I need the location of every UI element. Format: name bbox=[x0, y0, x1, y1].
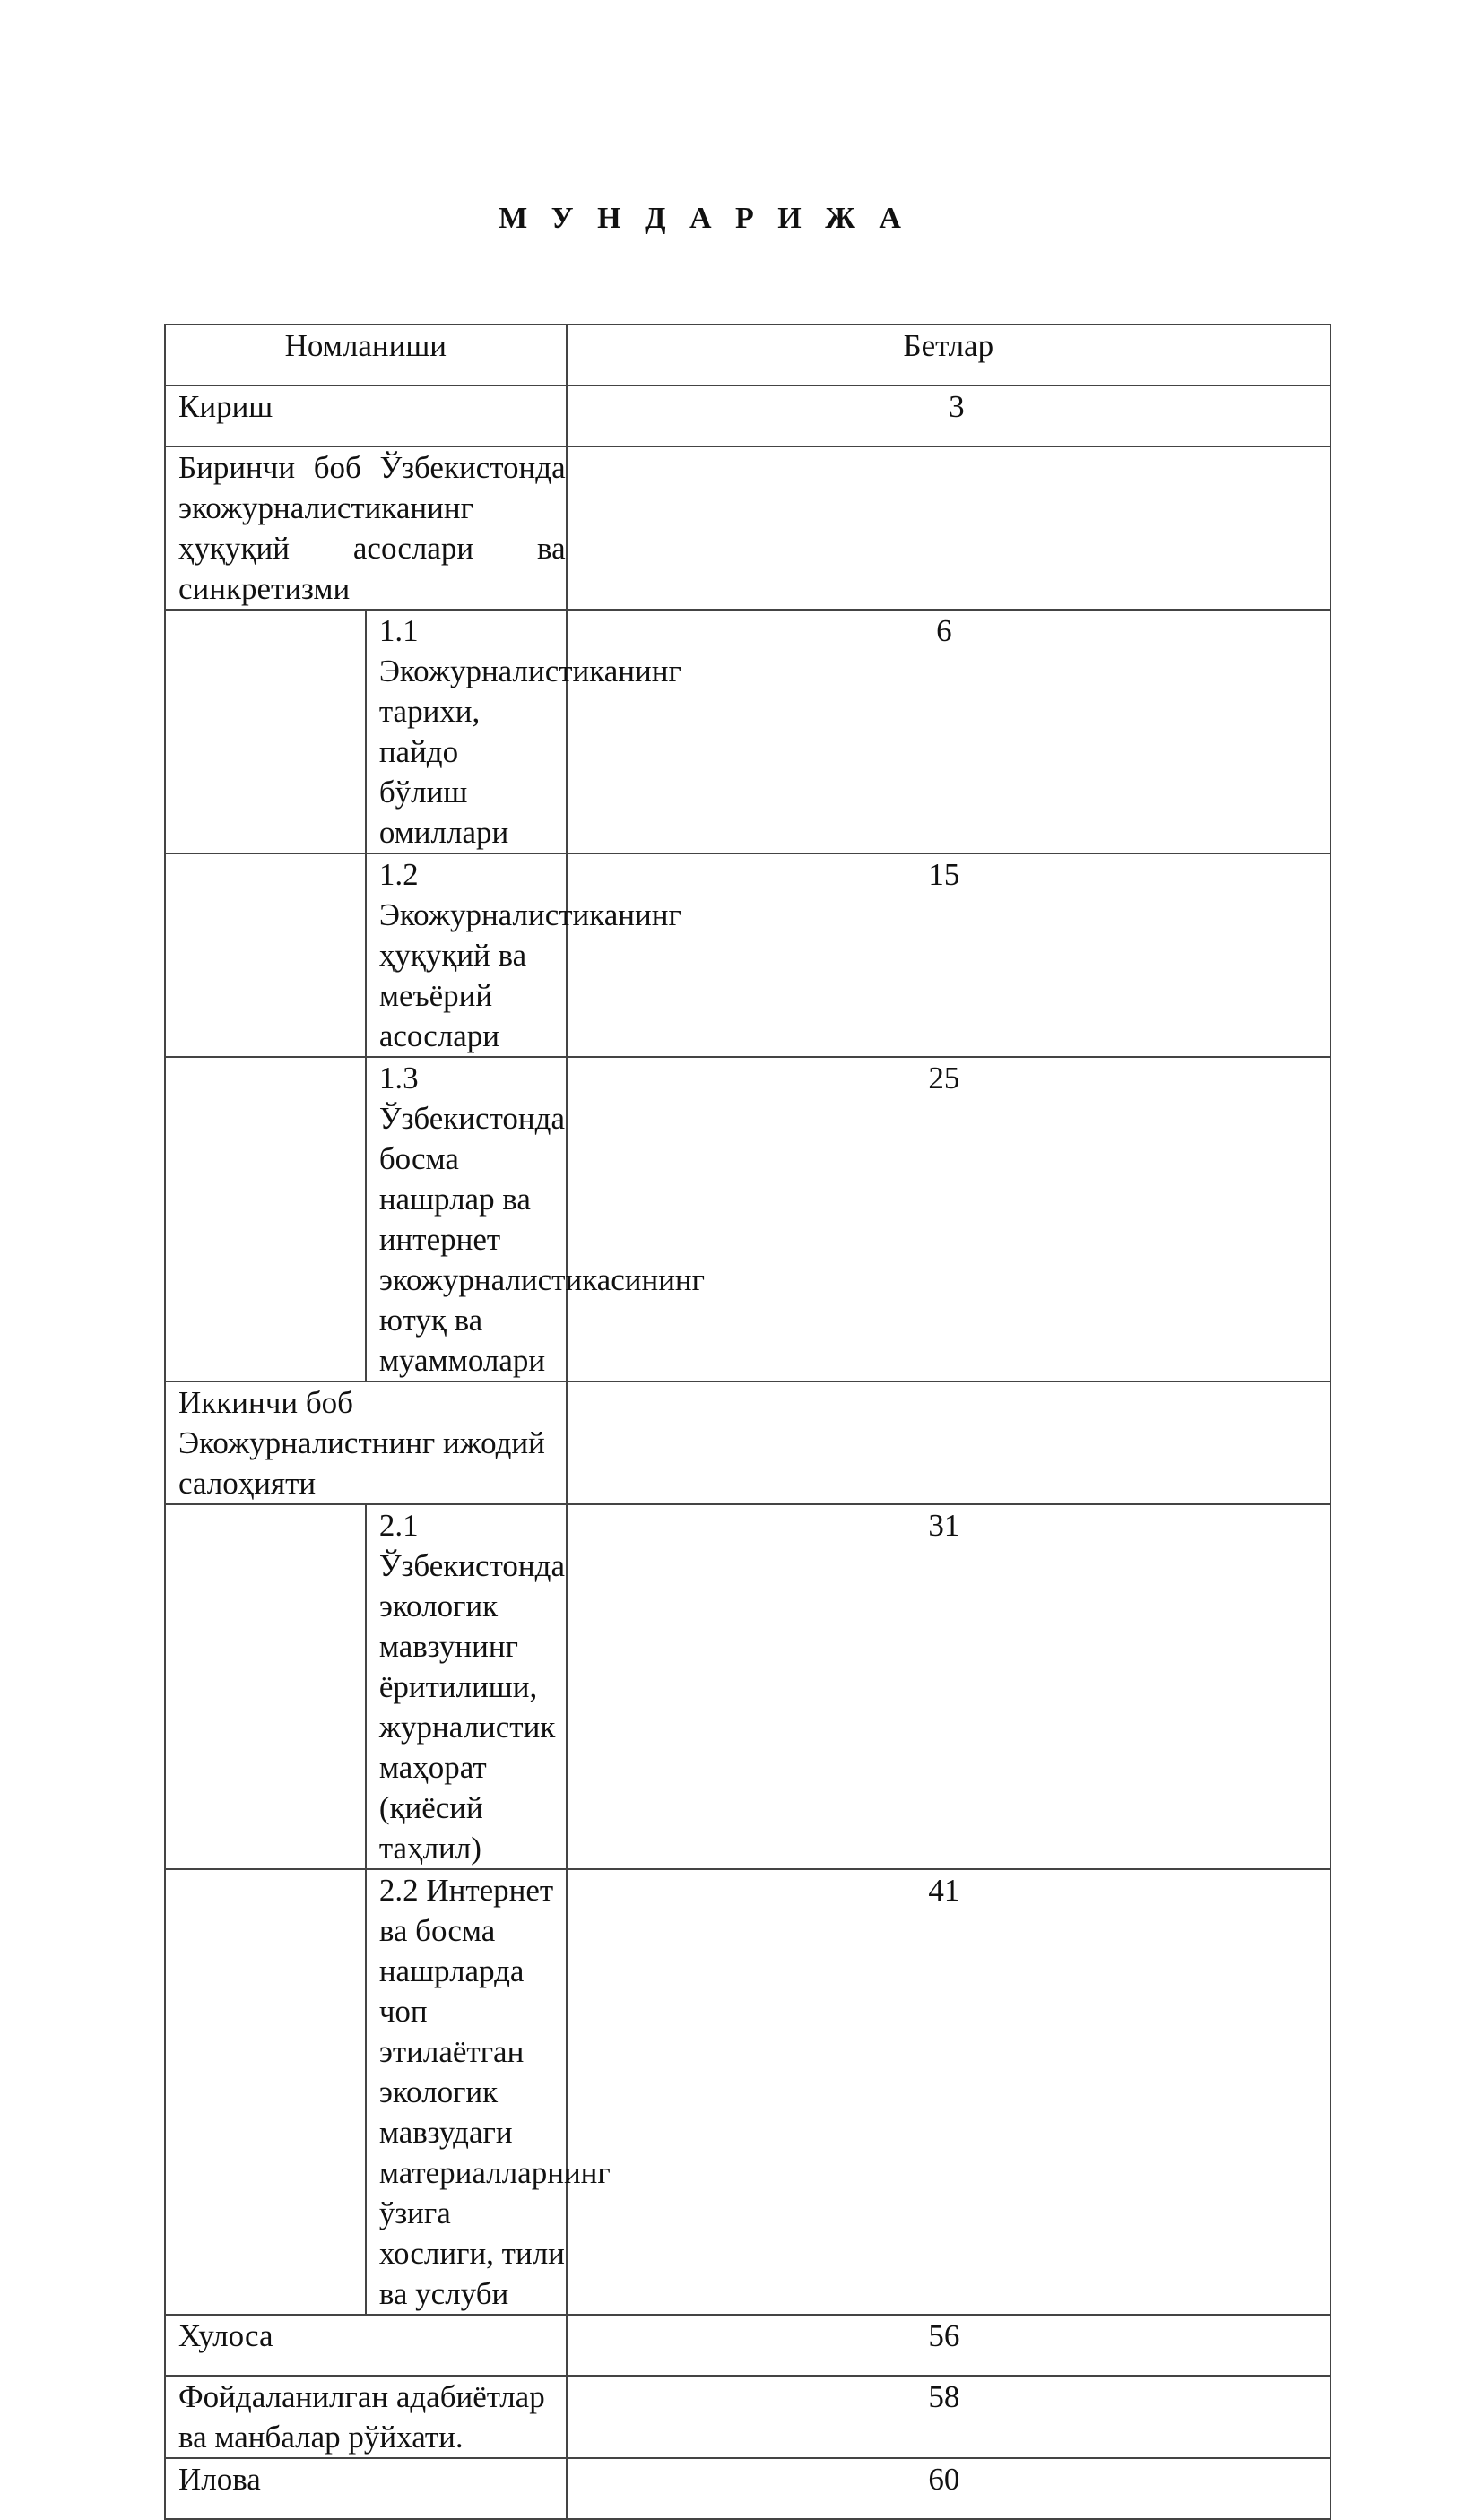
section-title-cell bbox=[366, 1869, 611, 2315]
entry-title-cell bbox=[165, 2376, 567, 2458]
entry-page: 60 bbox=[928, 2462, 960, 2497]
table-row bbox=[165, 610, 1331, 853]
entry-page-cell bbox=[567, 853, 1331, 1057]
entry-title: Илова bbox=[178, 2462, 261, 2497]
indent-cell bbox=[165, 853, 366, 1057]
section-title: 1.2 Экожурналистиканинг ҳуқуқий ва меъёрий асослари bbox=[378, 857, 681, 1053]
entry-page-cell bbox=[567, 1057, 1331, 1381]
header-pages-cell bbox=[567, 325, 1331, 385]
table-row bbox=[165, 1869, 1331, 2315]
table-row bbox=[165, 853, 1331, 1057]
entry-title-cell bbox=[165, 385, 567, 446]
entry-page-cell bbox=[567, 446, 1331, 610]
header-pages: Бетлар bbox=[903, 328, 994, 363]
table-row bbox=[165, 2458, 1331, 2519]
entry-title: Хулоса bbox=[178, 2318, 273, 2353]
entry-title: Фойдаланилган адабиётлар ва манбалар рўйхати. bbox=[178, 2379, 545, 2455]
header-name-cell bbox=[165, 325, 567, 385]
table-header-row bbox=[165, 325, 1331, 385]
section-title: 2.2 Интернет ва босма нашрларда чоп этилаётган экологик мавзудаги материалларнинг ўзига хослиги, тили ва услуби bbox=[378, 1873, 611, 2311]
entry-page-cell bbox=[567, 2458, 1331, 2519]
entry-title-cell bbox=[165, 2315, 567, 2376]
indent-cell bbox=[165, 610, 366, 853]
entry-title: Кириш bbox=[178, 389, 273, 424]
section-title-cell bbox=[366, 610, 681, 853]
entry-page-cell bbox=[567, 1504, 1331, 1869]
indent-cell bbox=[165, 1057, 366, 1381]
chapter-title: Биринчи боб Ўзбекистонда экожурналистиканинг ҳуқуқий асослари ва синкретизми bbox=[178, 450, 566, 606]
table-of-contents bbox=[164, 324, 1331, 2520]
table-row bbox=[165, 2315, 1331, 2376]
entry-page-cell bbox=[567, 2376, 1331, 2458]
entry-page: 31 bbox=[928, 1508, 960, 1543]
entry-page-cell bbox=[567, 1869, 1331, 2315]
entry-page: 6 bbox=[936, 613, 952, 648]
section-title-cell bbox=[366, 1504, 567, 1869]
entry-page-cell bbox=[567, 610, 1331, 853]
section-title: 1.3 Ўзбекистонда босма нашрлар ва интернет экожурналистикасининг ютуқ ва муаммолари bbox=[378, 1061, 706, 1378]
indent-cell bbox=[165, 1504, 366, 1869]
document-title: М У Н Д А Р И Ж А bbox=[499, 202, 909, 235]
entry-page-cell bbox=[567, 1381, 1331, 1504]
section-title: 1.1 Экожурналистиканинг тарихи, пайдо бўлиш омиллари bbox=[378, 613, 681, 850]
table-row bbox=[165, 446, 1331, 610]
table-row bbox=[165, 2376, 1331, 2458]
table-row bbox=[165, 1504, 1331, 1869]
table-row bbox=[165, 385, 1331, 446]
entry-page: 15 bbox=[928, 857, 960, 892]
header-name: Номланиши bbox=[284, 328, 447, 363]
chapter-title-cell bbox=[165, 1381, 567, 1504]
section-title-cell bbox=[366, 853, 681, 1057]
entry-page-cell bbox=[567, 385, 1331, 446]
entry-page: 41 bbox=[928, 1873, 960, 1908]
entry-page: 25 bbox=[928, 1061, 960, 1095]
indent-cell bbox=[165, 1869, 366, 2315]
entry-page: 58 bbox=[928, 2379, 960, 2414]
chapter-title-cell bbox=[165, 446, 567, 610]
entry-title-cell bbox=[165, 2458, 567, 2519]
section-title-cell bbox=[366, 1057, 706, 1381]
table-row bbox=[165, 1381, 1331, 1504]
entry-page: 56 bbox=[928, 2318, 960, 2353]
table-row bbox=[165, 1057, 1331, 1381]
entry-page: 3 bbox=[949, 389, 965, 424]
chapter-title: Иккинчи боб Экожурналистнинг ижодий салоҳияти bbox=[178, 1385, 545, 1501]
section-title: 2.1 Ўзбекистонда экологик мавзунинг ёритилиши, журналистик маҳорат (қиёсий таҳлил) bbox=[378, 1508, 565, 1866]
entry-page-cell bbox=[567, 2315, 1331, 2376]
